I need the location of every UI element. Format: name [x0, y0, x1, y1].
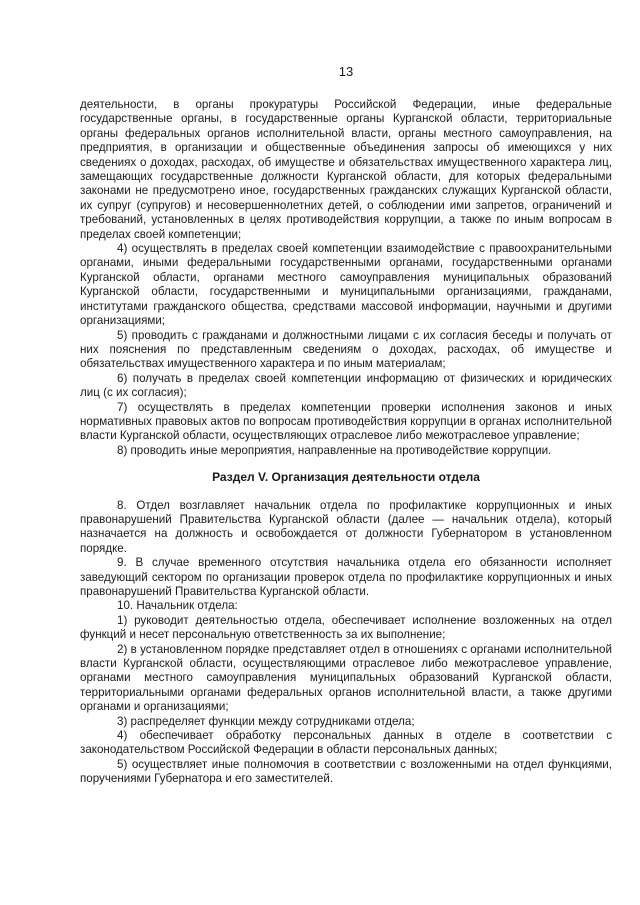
- clause-10-item-5: 5) осуществляет иные полномочия в соответствии с возложенными на отдел функциями, поручениями Губернатора и его заместителей.: [80, 757, 612, 786]
- section-heading: Раздел V. Организация деятельности отдела: [212, 470, 480, 485]
- clause-10-item-1: 1) руководит деятельностью отдела, обеспечивает исполнение возложенных на отдел функций и несет персональную ответственность за их выполнение;: [80, 613, 612, 642]
- list-item-6: 6) получать в пределах своей компетенции информацию от физических и юридических лиц (с их согласия);: [80, 371, 612, 400]
- clause-10-item-3: 3) распределяет функции между сотрудниками отдела;: [117, 714, 415, 728]
- clause-9: 9. В случае временного отсутствия начальника отдела его обязанности исполняет заведующий сектором по организации проверок отдела по профилактике коррупционных и иных правонарушений Правительства Курганской области.: [80, 556, 612, 598]
- list-item-8: 8) проводить иные мероприятия, направленные на противодействие коррупции.: [117, 443, 552, 457]
- clause-10-item-4: 4) обеспечивает обработку персональных данных в отделе в соответствии с законодательством Российской Федерации в области персональных данных;: [80, 729, 612, 757]
- list-item-7: 7) осуществлять в пределах компетенции проверки исполнения законов и иных нормативных правовых актов по вопросам противодействия коррупции в органах исполнительной власти Курганской области, осуществляющих отраслевое либо межотраслевое управление;: [80, 400, 612, 443]
- list-item-5: 5) проводить с гражданами и должностными лицами с их согласия беседы и получать от них пояснения по представленным сведениям о доходах, расходах, об имуществе и обязательствах имущественного характера и по иным материалам;: [80, 328, 612, 371]
- paragraph-continuation: деятельности, в органы прокуратуры Российской Федерации, иные федеральные государственные органы, в государственные органы Курганской области, территориальные органы федеральных органов исполнительной власти, органы местного самоуправления, на предприятия, в организации и общественные объединения запросы об имеющихся у них сведениях о доходах, расходах, об имуществе и обязательствах имущественного характера лиц, замещающих государственные должности Курганской области, для которых федеральными законами не предусмотрено иное, государственных гражданских служащих Курганской области, их супруг (супругов) и несовершеннолетних детей, о соблюдении ими запретов, ограничений и требований, установленных в целях противодействия коррупции, а также по иным вопросам в пределах своей компетенции;: [80, 98, 612, 241]
- clause-10: 10. Начальник отдела:: [117, 599, 238, 613]
- page-number: 13: [338, 64, 354, 79]
- clause-10-item-2: 2) в установленном порядке представляет отдел в отношениях с органами исполнительной власти Курганской области, осуществляющими отраслевое либо межотраслевое управление, органами местного самоуправления муниципальных образований Курганской области, территориальными органами федеральных органов исполнительной власти, а также другими органами и организациями;: [80, 642, 612, 714]
- clause-8: 8. Отдел возглавляет начальник отдела по профилактике коррупционных и иных правонарушений Правительства Курганской области (далее — начальник отдела), который назначается на должность и освобождается от должности Губернатором в установленном порядке.: [80, 498, 612, 555]
- list-item-4: 4) осуществлять в пределах своей компетенции взаимодействие с правоохранительными органами, иными федеральными государственными органами, государственными органами Курганской области, органами местного самоуправления муниципальных образований Курганской области, государственными и муниципальными организациями, гражданами, институтами гражданского общества, средствами массовой информации, научными и другими организациями;: [80, 242, 612, 328]
